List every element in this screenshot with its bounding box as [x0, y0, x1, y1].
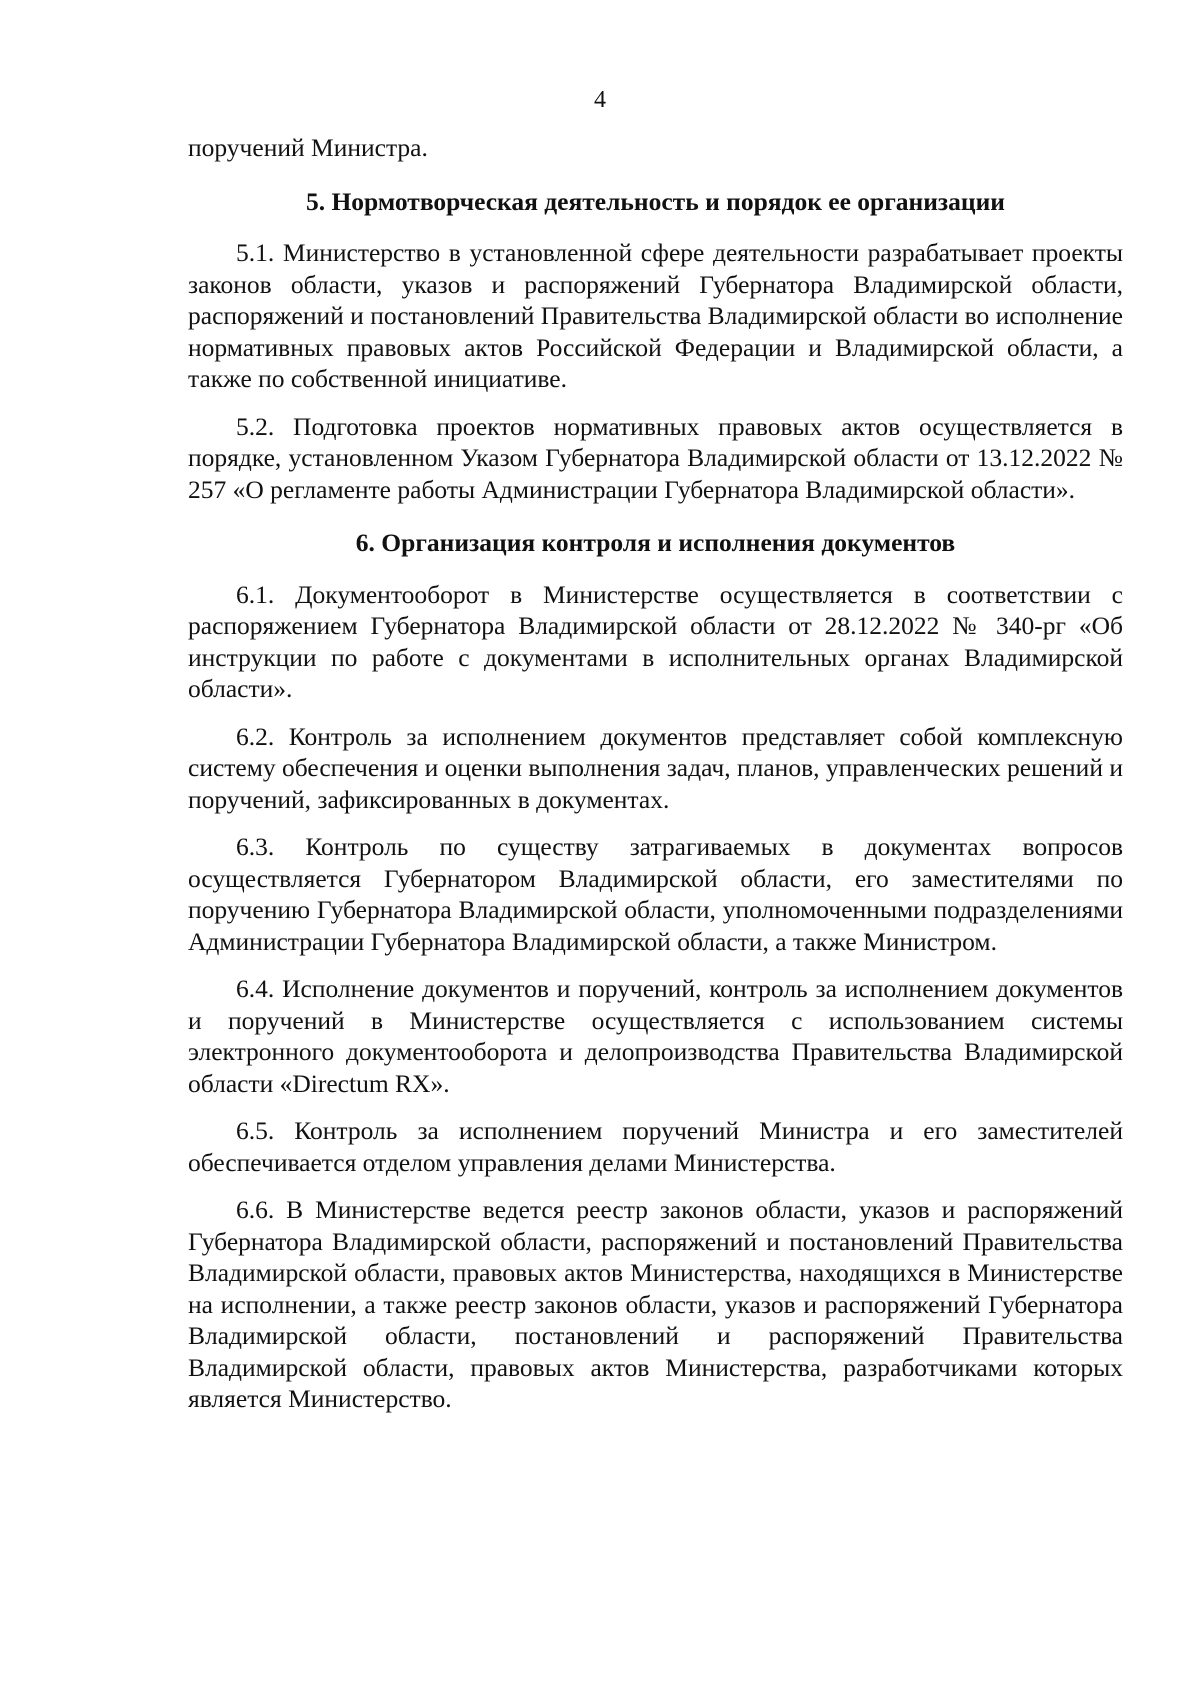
document-body	[188, 132, 1123, 1415]
paragraph-6-5: 6.5. Контроль за исполнением поручений Министра и его заместителей обеспечивается отделом управления делами Министерства.	[188, 1116, 1123, 1177]
paragraph-6-1: 6.1. Документооборот в Министерстве осуществляется в соответствии с распоряжением Губернатора Владимирской области от 28.12.2022 № 340-рг «Об инструкции по работе с документами в исполнительных органах Владимирской области».	[188, 579, 1123, 703]
paragraph-5-1: 5.1. Министерство в установленной сфере деятельности разрабатывает проекты законов области, указов и распоряжений Губернатора Владимирской области, распоряжений и постановлений Правительства Владимирской области во исполнение нормативных правовых актов Российской Федерации и Владимирской области, а также по собственной инициативе.	[188, 238, 1123, 393]
paragraph-6-4: 6.4. Исполнение документов и поручений, контроль за исполнением документов и поручений в Министерстве осуществляется с использованием системы электронного документооборота и делопроизводства Правительства Владимирской области «Directum RX».	[188, 974, 1123, 1098]
continuation-text: поручений Министра.	[188, 133, 428, 162]
paragraph-6-3: 6.3. Контроль по существу затрагиваемых в документах вопросов осуществляется Губернатором Владимирской области, его заместителями по поручению Губернатора Владимирской области, уполномоченными подразделениями Администрации Губернатора Владимирской области, а также Министром.	[188, 832, 1123, 956]
section-5-heading: 5. Нормотворческая деятельность и порядок ее организации	[305, 186, 1006, 216]
section-6-heading: 6. Организация контроля и исполнения документов	[355, 528, 956, 557]
paragraph-6-6: 6.6. В Министерстве ведется реестр законов области, указов и распоряжений Губернатора Владимирской области, распоряжений и постановлений Правительства Владимирской области, правовых актов Министерства, находящихся в Министерстве на исполнении, а также реестр законов области, указов и распоряжений Губернатора Владимирской области, постановлений и распоряжений Правительства Владимирской области, правовых актов Министерства, разработчиками которых является Министерство.	[188, 1195, 1123, 1413]
paragraph-5-2: 5.2. Подготовка проектов нормативных правовых актов осуществляется в порядке, установленном Указом Губернатора Владимирской области от 13.12.2022 № 257 «О регламенте работы Администрации Губернатора Владимирской области».	[188, 411, 1123, 504]
paragraph-6-2: 6.2. Контроль за исполнением документов представляет собой комплексную систему обеспечения и оценки выполнения задач, планов, управленческих решений и поручений, зафиксированных в документах.	[188, 721, 1123, 814]
page-number: 4	[594, 87, 606, 113]
